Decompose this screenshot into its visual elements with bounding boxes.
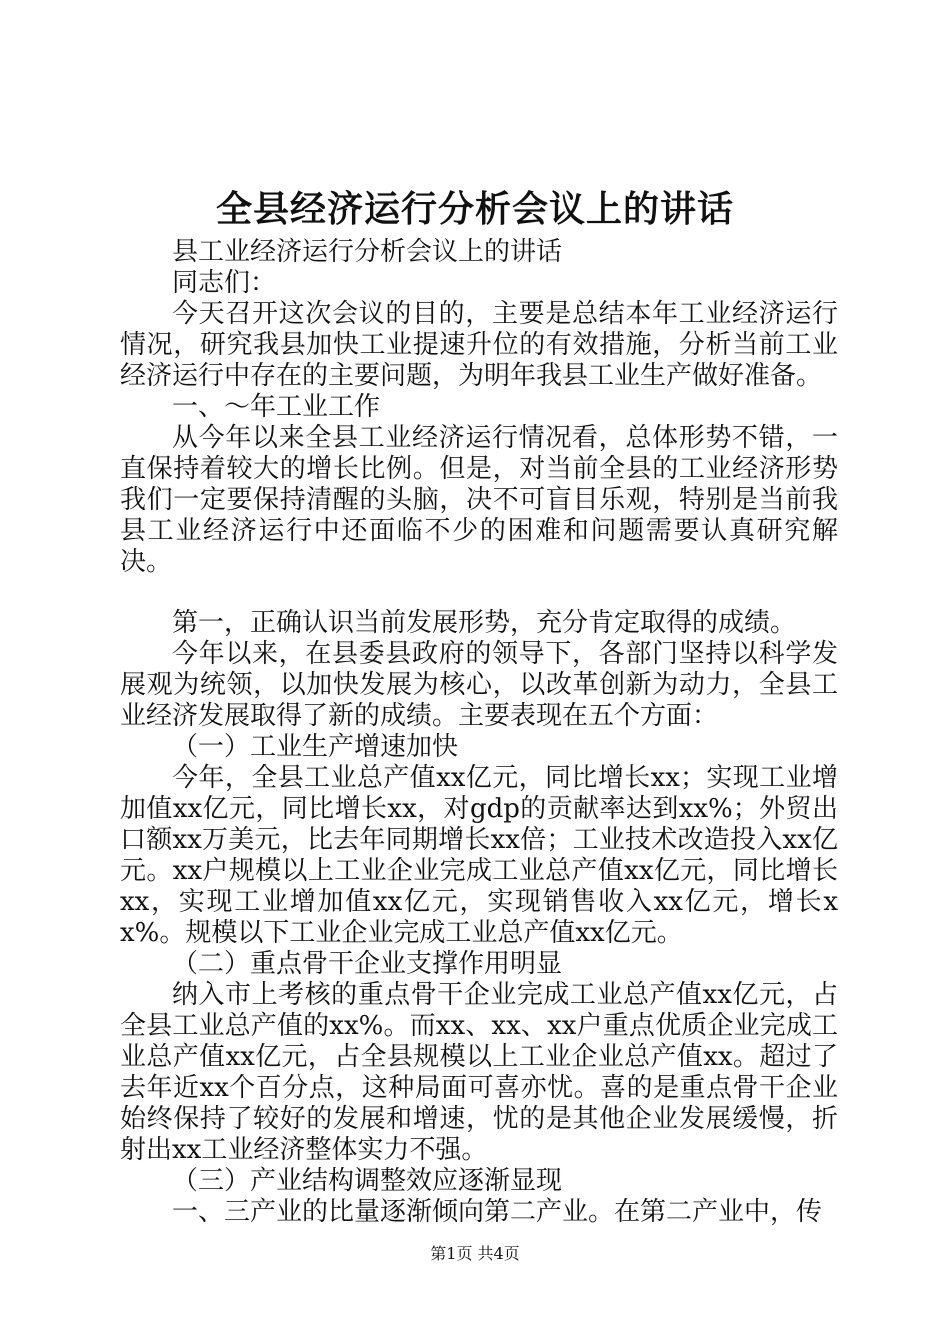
- body-paragraph: 从今年以来全县工业经济运行情况看，总体形势不错，一直保持着较大的增长比例。但是，对当前全县的工业经济形势我们一定要保持清醒的头脑，决不可盲目乐观，特别是当前我县工业经济运行中还面临不少的困难和问题需要认真研究解决。: [120, 423, 838, 577]
- body-paragraph: 今年以来，在县委县政府的领导下，各部门坚持以科学发展观为统领，以加快发展为核心，以改革创新为动力，全县工业经济发展取得了新的成绩。主要表现在五个方面：: [120, 639, 838, 731]
- subsection-heading: （二）重点骨干企业支撑作用明显: [172, 949, 563, 979]
- document-title: 全县经济运行分析会议上的讲话: [215, 188, 734, 230]
- section-heading: 第一，正确认识当前发展形势，充分肯定取得的成绩。: [172, 608, 797, 638]
- page-footer: 第1页 共4页: [430, 1244, 520, 1263]
- body-paragraph: 今天召开这次会议的目的，主要是总结本年工业经济运行情况，研究我县加快工业提速升位的有效措施，分析当前工业经济运行中存在的主要问题，为明年我县工业生产做好准备。: [120, 299, 838, 391]
- subtitle-paragraph: 县工业经济运行分析会议上的讲话: [172, 237, 563, 267]
- body-paragraph: 今年，全县工业总产值xx亿元，同比增长xx；实现工业增加值xx亿元，同比增长xx，对gdp的贡献率达到xx%；外贸出口额xx万美元，比去年同期增长xx倍；工业技术改造投入xx亿元。xx户规模以上工业企业完成工业总产值xx亿元，同比增长xx，实现工业增加值xx亿元，实现销售收入xx亿元，增长xx%。规模以下工业企业完成工业总产值xx亿元。: [120, 763, 838, 948]
- subsection-heading: （三）产业结构调整效应逐渐显现: [172, 1166, 563, 1196]
- salutation-paragraph: 同志们：: [172, 268, 277, 298]
- subsection-heading: （一）工业生产增速加快: [172, 732, 459, 762]
- section-heading: 一、～年工业工作: [172, 392, 381, 422]
- body-paragraph: 纳入市上考核的重点骨干企业完成工业总产值xx亿元，占全县工业总产值的xx%。而xx、xx、xx户重点优质企业完成工业总产值xx亿元，占全县规模以上工业企业总产值xx。超过了去年近xx个百分点，这种局面可喜亦忧。喜的是重点骨干企业始终保持了较好的发展和增速，忧的是其他企业发展缓慢，折射出xx工业经济整体实力不强。: [120, 980, 838, 1165]
- document-body: [120, 237, 838, 1228]
- body-paragraph: 一、三产业的比量逐渐倾向第二产业。在第二产业中，传: [172, 1197, 823, 1227]
